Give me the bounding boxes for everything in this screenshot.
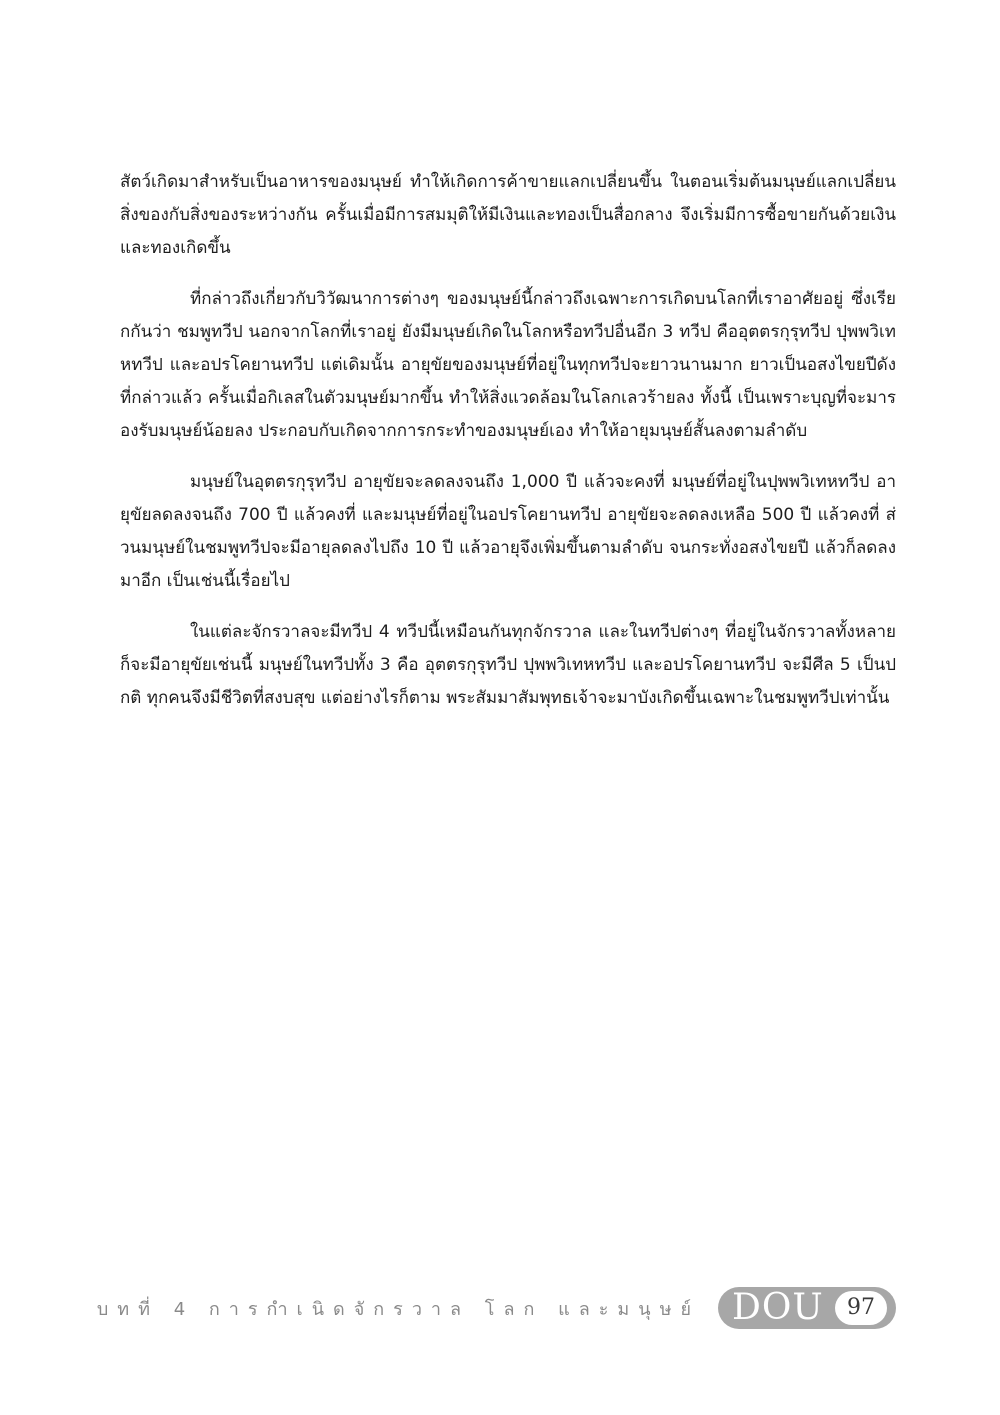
paragraph-3: มนุษย์ในอุตตรกุรุทวีป อายุขัยจะลดลงจนถึง 1,000 ปี แล้วจะคงที่ มนุษย์ที่อยู่ในปุพพวิเทหทวีป อายุขัยลดลงจนถึง 700 ปี แล้วคงที่ และมนุษย์ที่อยู่ในอปรโคยานทวีป อายุขัยจะลดลงเหลือ 500 ปี แล้วคงที่ ส่วนมนุษย์ในชมพูทวีปจะมีอายุลดลงไปถึง 10 ปี แล้วอายุจึงเพิ่มขึ้นตามลำดับ จนกระทั่งอสงไขยปี แล้วก็ลดลงมาอีก เป็นเช่นนี้เรื่อยไป <box>120 472 896 591</box>
dou-logo: DOU <box>732 1287 824 1328</box>
page-body <box>120 166 896 715</box>
paragraph-4: ในแต่ละจักรวาลจะมีทวีป 4 ทวีปนี้เหมือนกันทุกจักรวาล และในทวีปต่างๆ ที่อยู่ในจักรวาลทั้งหลาย ก็จะมีอายุขัยเช่นนี้ มนุษย์ในทวีปทั้ง 3 คือ อุตตรกุรุทวีป ปุพพวิเทหทวีป และอปรโคยานทวีป จะมีศีล 5 เป็นปกติ ทุกคนจึงมีชีวิตที่สงบสุข แต่อย่างไรก็ตาม พระสัมมาสัมพุทธเจ้าจะมาบังเกิดขึ้นเฉพาะในชมพูทวีปเท่านั้น <box>120 622 896 708</box>
chapter-title: บทที่ 4 การกำเนิดจักรวาล โลก และมนุษย์ <box>96 1299 700 1320</box>
page-number: 97 <box>835 1291 887 1325</box>
paragraph-1: สัตว์เกิดมาสำหรับเป็นอาหารของมนุษย์ ทำให้เกิดการค้าขายแลกเปลี่ยนขึ้น ในตอนเริ่มต้นมนุษย์แลกเปลี่ยนสิ่งของกับสิ่งของระหว่างกัน ครั้นเมื่อมีการสมมุติให้มีเงินและทองเป็นสื่อกลาง จึงเริ่มมีการซื้อขายกันด้วยเงินและทองเกิดขึ้น <box>120 172 896 258</box>
page-footer <box>0 1282 1000 1332</box>
publisher-badge <box>718 1287 896 1329</box>
paragraph-2: ที่กล่าวถึงเกี่ยวกับวิวัฒนาการต่างๆ ของมนุษย์นี้กล่าวถึงเฉพาะการเกิดบนโลกที่เราอาศัยอยู่ ซึ่งเรียกกันว่า ชมพูทวีป นอกจากโลกที่เราอยู่ ยังมีมนุษย์เกิดในโลกหรือทวีปอื่นอีก 3 ทวีป คืออุตตรกุรุทวีป ปุพพวิเทหทวีป และอปรโคยานทวีป แต่เดิมนั้น อายุขัยของมนุษย์ที่อยู่ในทุกทวีปจะยาวนานมาก ยาวเป็นอสงไขยปีดังที่กล่าวแล้ว ครั้นเมื่อกิเลสในตัวมนุษย์มากขึ้น ทำให้สิ่งแวดล้อมในโลกเลวร้ายลง ทั้งนี้ เป็นเพราะบุญที่จะมารองรับมนุษย์น้อยลง ประกอบกับเกิดจากการกระทำของมนุษย์เอง ทำให้อายุมนุษย์สั้นลงตามลำดับ <box>120 289 896 441</box>
